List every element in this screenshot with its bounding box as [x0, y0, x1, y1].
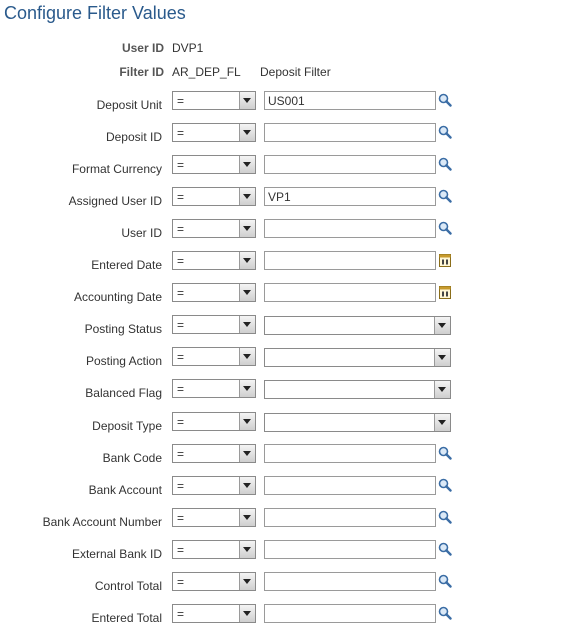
- chevron-down-icon[interactable]: [434, 349, 450, 366]
- external-bank-id-value-input[interactable]: [264, 540, 436, 559]
- lookup-icon[interactable]: [438, 446, 452, 460]
- lookup-icon[interactable]: [438, 606, 452, 620]
- accounting-date-operator-select[interactable]: [172, 283, 256, 302]
- control-total-value-input[interactable]: [264, 572, 436, 591]
- user-id-operator-select[interactable]: [172, 219, 256, 238]
- bank-code-label: Bank Code: [102, 451, 162, 465]
- lookup-icon[interactable]: [438, 574, 452, 588]
- deposit-type-operator-select[interactable]: [172, 412, 256, 431]
- bank-code-operator-value: =: [177, 447, 185, 461]
- chevron-down-icon[interactable]: [239, 124, 255, 141]
- chevron-down-icon[interactable]: [239, 188, 255, 205]
- accounting-date-label: Accounting Date: [73, 290, 162, 304]
- filter-id-value: AR_DEP_FL: [172, 65, 241, 79]
- lookup-icon[interactable]: [438, 510, 452, 524]
- bank-account-number-operator-value: =: [177, 511, 185, 525]
- filter-id-label: Filter ID: [119, 65, 164, 79]
- filter-row-format-currency: [0, 155, 564, 179]
- deposit-type-value-select[interactable]: [264, 413, 451, 432]
- lookup-icon[interactable]: [438, 189, 452, 203]
- chevron-down-icon[interactable]: [239, 445, 255, 462]
- bank-account-value-input[interactable]: [264, 476, 436, 495]
- chevron-down-icon[interactable]: [434, 414, 450, 431]
- deposit-type-label: Deposit Type: [92, 419, 162, 433]
- user-id-label: User ID: [121, 41, 164, 55]
- control-total-label: Control Total: [94, 579, 162, 593]
- posting-status-operator-value: =: [177, 318, 185, 332]
- chevron-down-icon[interactable]: [239, 252, 255, 269]
- posting-action-value-select[interactable]: [264, 348, 451, 367]
- bank-code-value-input[interactable]: [264, 444, 436, 463]
- filter-row-accounting-date: [0, 283, 564, 307]
- chevron-down-icon[interactable]: [434, 317, 450, 334]
- format-currency-label: Format Currency: [71, 162, 162, 176]
- control-total-operator-select[interactable]: [172, 572, 256, 591]
- filter-row-control-total: [0, 572, 564, 596]
- deposit-unit-value-input[interactable]: [264, 91, 436, 110]
- chevron-down-icon[interactable]: [239, 509, 255, 526]
- filter-row-posting-action: [0, 347, 564, 371]
- filter-row-bank-account-number: [0, 508, 564, 532]
- filter-row-assigned-user-id: [0, 187, 564, 211]
- lookup-icon[interactable]: [438, 221, 452, 235]
- calendar-icon[interactable]: [439, 285, 451, 299]
- external-bank-id-label: External Bank ID: [71, 547, 162, 561]
- entered-total-value-input[interactable]: [264, 604, 436, 623]
- deposit-id-label: Deposit ID: [105, 130, 162, 144]
- filter-row-external-bank-id: [0, 540, 564, 564]
- chevron-down-icon[interactable]: [239, 573, 255, 590]
- entered-date-operator-value: =: [177, 254, 185, 268]
- chevron-down-icon[interactable]: [239, 92, 255, 109]
- lookup-icon[interactable]: [438, 157, 452, 171]
- format-currency-operator-select[interactable]: [172, 155, 256, 174]
- balanced-flag-operator-value: =: [177, 382, 185, 396]
- posting-status-operator-select[interactable]: [172, 315, 256, 334]
- entered-date-operator-select[interactable]: [172, 251, 256, 270]
- control-total-operator-value: =: [177, 575, 185, 589]
- chevron-down-icon[interactable]: [239, 348, 255, 365]
- assigned-user-id-value-input[interactable]: [264, 187, 436, 206]
- chevron-down-icon[interactable]: [434, 381, 450, 398]
- deposit-unit-label: Deposit Unit: [96, 98, 162, 112]
- deposit-id-operator-value: =: [177, 126, 185, 140]
- lookup-icon[interactable]: [438, 93, 452, 107]
- bank-account-operator-value: =: [177, 479, 185, 493]
- deposit-type-operator-value: =: [177, 415, 185, 429]
- filter-row-posting-status: [0, 315, 564, 339]
- external-bank-id-operator-value: =: [177, 543, 185, 557]
- filter-row-entered-total: [0, 604, 564, 628]
- chevron-down-icon[interactable]: [239, 316, 255, 333]
- filter-row-deposit-unit: [0, 91, 564, 115]
- user-id-operator-value: =: [177, 222, 185, 236]
- deposit-id-operator-select[interactable]: [172, 123, 256, 142]
- filter-row-user-id: [0, 219, 564, 243]
- entered-total-operator-select[interactable]: [172, 604, 256, 623]
- assigned-user-id-operator-select[interactable]: [172, 187, 256, 206]
- accounting-date-value-input[interactable]: [264, 283, 436, 302]
- lookup-icon[interactable]: [438, 542, 452, 556]
- format-currency-value-input[interactable]: [264, 155, 436, 174]
- filter-description: Deposit Filter: [260, 65, 331, 79]
- user-id-label: User ID: [121, 226, 162, 240]
- chevron-down-icon[interactable]: [239, 541, 255, 558]
- assigned-user-id-operator-value: =: [177, 190, 185, 204]
- deposit-unit-operator-select[interactable]: [172, 91, 256, 110]
- bank-account-label: Bank Account: [88, 483, 162, 497]
- bank-code-operator-select[interactable]: [172, 444, 256, 463]
- chevron-down-icon[interactable]: [239, 220, 255, 237]
- lookup-icon[interactable]: [438, 125, 452, 139]
- user-id-value-input[interactable]: [264, 219, 436, 238]
- bank-account-number-operator-select[interactable]: [172, 508, 256, 527]
- posting-action-operator-select[interactable]: [172, 347, 256, 366]
- lookup-icon[interactable]: [438, 478, 452, 492]
- accounting-date-operator-value: =: [177, 286, 185, 300]
- bank-account-number-label: Bank Account Number: [42, 515, 162, 529]
- external-bank-id-operator-select[interactable]: [172, 540, 256, 559]
- entered-total-label: Entered Total: [91, 611, 162, 625]
- balanced-flag-value-select[interactable]: [264, 380, 451, 399]
- balanced-flag-operator-select[interactable]: [172, 379, 256, 398]
- format-currency-operator-value: =: [177, 158, 185, 172]
- deposit-unit-operator-value: =: [177, 94, 185, 108]
- filter-row-bank-account: [0, 476, 564, 500]
- filter-row-entered-date: [0, 251, 564, 275]
- filter-row-balanced-flag: [0, 379, 564, 403]
- posting-status-value-select[interactable]: [264, 316, 451, 335]
- filter-row-deposit-id: [0, 123, 564, 147]
- entered-total-operator-value: =: [177, 607, 185, 621]
- balanced-flag-label: Balanced Flag: [85, 386, 162, 400]
- deposit-id-value-input[interactable]: [264, 123, 436, 142]
- page-title: Configure Filter Values: [4, 3, 186, 23]
- bank-account-operator-select[interactable]: [172, 476, 256, 495]
- calendar-icon[interactable]: [439, 253, 451, 267]
- entered-date-value-input[interactable]: [264, 251, 436, 270]
- posting-action-label: Posting Action: [85, 354, 162, 368]
- bank-account-number-value-input[interactable]: [264, 508, 436, 527]
- chevron-down-icon[interactable]: [239, 477, 255, 494]
- filter-row-deposit-type: [0, 412, 564, 436]
- posting-action-operator-value: =: [177, 350, 185, 364]
- chevron-down-icon[interactable]: [239, 156, 255, 173]
- filter-row-bank-code: [0, 444, 564, 468]
- chevron-down-icon[interactable]: [239, 605, 255, 622]
- assigned-user-id-label: Assigned User ID: [68, 194, 162, 208]
- user-id-value: DVP1: [172, 41, 204, 55]
- posting-status-label: Posting Status: [84, 322, 162, 336]
- chevron-down-icon[interactable]: [239, 380, 255, 397]
- chevron-down-icon[interactable]: [239, 284, 255, 301]
- entered-date-label: Entered Date: [91, 258, 162, 272]
- chevron-down-icon[interactable]: [239, 413, 255, 430]
